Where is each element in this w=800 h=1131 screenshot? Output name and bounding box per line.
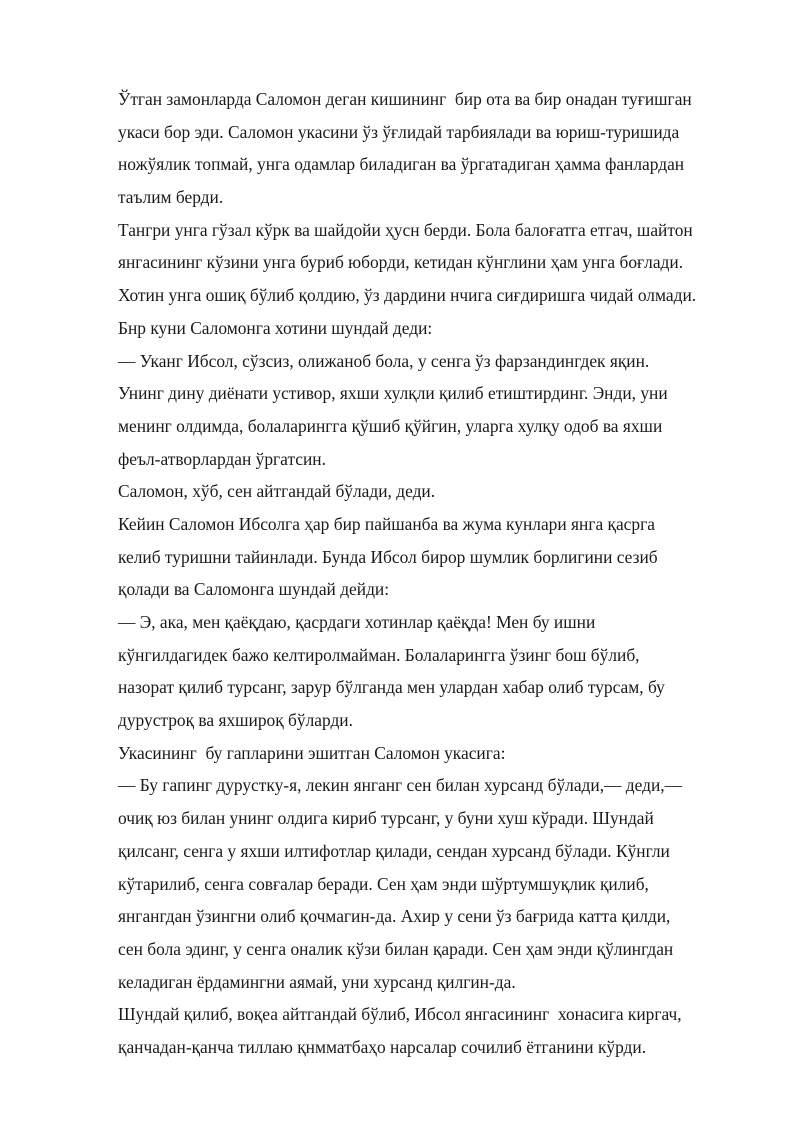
text-line: менинг олдимда, болаларингга қўшиб қўйгин, уларга хулқу одоб ва яхши	[118, 415, 663, 436]
text-line: янгангдан ўзингни олиб қочмагин-да. Ахир у сени ўз бағрида катта қилди,	[118, 906, 671, 927]
text-line: қилсанг, сенга у яхши илтифотлар қилади, сендан хурсанд бўлади. Кўнгли	[118, 840, 670, 861]
text-line: Ўтган замонларда Саломон деган кишининг бир ота ва бир онадан туғишган	[118, 89, 692, 109]
text-line: — Э, ака, мен қаёқдаю, қасрдаги хотинлар қаёқда! Мен бу ишни	[118, 612, 596, 632]
text-line: Кейин Саломон Ибсолга ҳар бир пайшанба ва жума кунлари янга қасрга	[118, 513, 655, 534]
text-line: — Уканг Ибсол, сўзсиз, олижаноб бола, у сенга ўз фарзандингдек яқин.	[118, 350, 650, 371]
text-line: қанчадан-қанча тиллаю қнмматбаҳо нарсалар сочилиб ётганини кўрди.	[118, 1036, 647, 1057]
text-line: очиқ юз билан унинг олдига кириб турсанг, у буни хуш кўради. Шундай	[118, 808, 654, 829]
text-line: феъл-атворлардан ўргатсин.	[118, 448, 326, 469]
text-line: Шундай қилиб, воқеа айтгандай бўлиб, Ибсол янгасининг хонасига киргач,	[118, 1004, 682, 1025]
text-line: Унинг дину диёнати устивор, яхши хулқли қилиб етиштирдинг. Энди, уни	[118, 383, 668, 404]
text-line: кўнгилдагидек бажо келтиролмайман. Болаларингга ўзинг бош бўлиб,	[118, 644, 640, 665]
text-line: Бнр куни Саломонга хотини шундай деди:	[118, 317, 433, 338]
text-line: — Бу гапинг дурустку-я, лекин янганг сен билан хурсанд бўлади,— деди,—	[118, 775, 683, 796]
text-line: дурустроқ ва яхшироқ бўларди.	[118, 710, 353, 731]
text-line: қолади ва Саломонга шундай дейди:	[118, 579, 390, 600]
text-line: келиб туришни тайинлади. Бунда Ибсол бирор шумлик борлигини сезиб	[118, 546, 658, 567]
text-line: кўтарилиб, сенга совғалар беради. Сен ҳам энди шўртумшуқлик қилиб,	[118, 873, 649, 894]
text-line: Саломон, хўб, сен айтгандай бўлади, деди.	[118, 481, 436, 502]
text-line: ножўялик топмай, унга одамлар биладиган ва ўргатадиган ҳамма фанлардан	[118, 154, 685, 175]
text-line: янгасининг кўзини унга буриб юборди, кетидан кўнглини ҳам унга боғлади.	[118, 252, 684, 273]
text-line: Хотин унга ошиқ бўлиб қолдию, ўз дардини нчига сиғдиришга чидай олмади.	[118, 285, 697, 306]
text-line: Укасининг бу гапларини эшитган Саломон укасига:	[118, 742, 506, 763]
text-line: келадиган ёрдамингни аямай, уни хурсанд қилгин-да.	[118, 971, 516, 992]
text-line: сен бола эдинг, у сенга оналик кўзи билан қаради. Сен ҳам энди қўлингдан	[118, 938, 674, 959]
text-line: таълим берди.	[118, 187, 224, 208]
document-text	[118, 83, 758, 1064]
text-line: назорат қилиб турсанг, зарур бўлганда мен улардан хабар олиб турсам, бу	[118, 677, 665, 698]
text-line: Тангри унга гўзал кўрк ва шайдойи ҳусн берди. Бола балоғатга етгач, шайтон	[118, 219, 693, 240]
text-line: укаси бор эди. Саломон укасини ўз ўғлидай тарбиялади ва юриш-туришида	[118, 121, 680, 142]
